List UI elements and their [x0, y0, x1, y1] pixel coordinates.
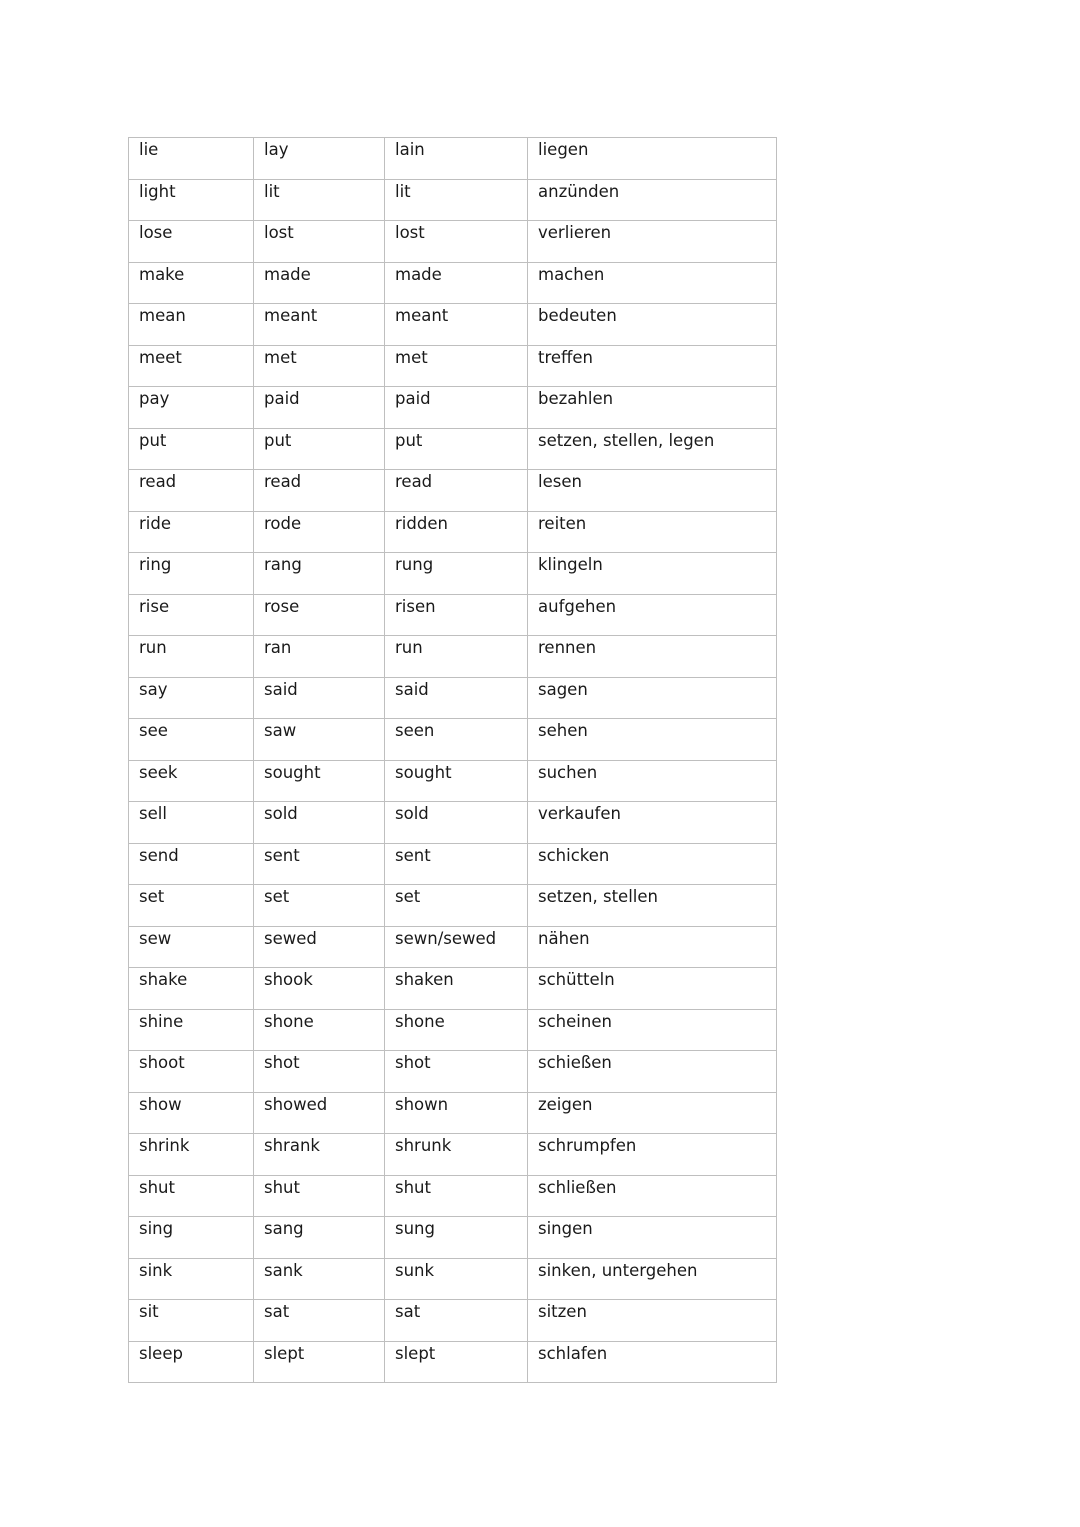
table-row [129, 843, 777, 885]
cell-text: zeigen [538, 1094, 593, 1114]
cell-text: verlieren [538, 223, 612, 242]
cell-text: shot [395, 1053, 431, 1072]
translation-cell [528, 802, 777, 844]
cell-text: sold [395, 804, 429, 823]
cell-text: sitzen [538, 1302, 587, 1321]
table-row [129, 885, 777, 927]
infinitive-cell [129, 1300, 254, 1342]
past-participle-cell [385, 262, 528, 304]
infinitive-cell [129, 138, 254, 180]
table-row [129, 1258, 777, 1300]
cell-text: set [139, 887, 165, 906]
simple-past-cell [254, 719, 385, 761]
simple-past-cell [254, 1341, 385, 1383]
simple-past-cell [254, 1134, 385, 1176]
simple-past-cell [254, 885, 385, 927]
infinitive-cell [129, 262, 254, 304]
infinitive-cell [129, 1341, 254, 1383]
cell-text: suchen [538, 762, 598, 782]
cell-text: shine [139, 1011, 184, 1031]
cell-text: sunk [395, 1260, 435, 1280]
cell-text: put [395, 430, 423, 450]
infinitive-cell [129, 594, 254, 636]
cell-text: send [139, 845, 179, 865]
translation-cell [528, 1134, 777, 1176]
infinitive-cell [129, 885, 254, 927]
cell-text: sought [395, 762, 452, 782]
past-participle-cell [385, 1300, 528, 1342]
simple-past-cell [254, 594, 385, 636]
infinitive-cell [129, 387, 254, 429]
table-row [129, 553, 777, 595]
simple-past-cell [254, 304, 385, 346]
simple-past-cell [254, 677, 385, 719]
past-participle-cell [385, 926, 528, 968]
infinitive-cell [129, 304, 254, 346]
infinitive-cell [129, 221, 254, 263]
table-row [129, 1217, 777, 1259]
cell-text: sinken, untergehen [538, 1260, 698, 1280]
cell-text: shut [395, 1177, 431, 1197]
table-row [129, 387, 777, 429]
cell-text: paid [395, 389, 431, 408]
cell-text: schicken [538, 845, 610, 865]
cell-text: showed [264, 1094, 328, 1114]
simple-past-cell [254, 760, 385, 802]
translation-cell [528, 511, 777, 553]
cell-text: see [139, 721, 168, 740]
past-participle-cell [385, 885, 528, 927]
past-participle-cell [385, 1134, 528, 1176]
cell-text: meet [139, 347, 182, 367]
infinitive-cell [129, 1134, 254, 1176]
cell-text: rang [264, 555, 302, 574]
cell-text: setzen, stellen [538, 887, 658, 906]
cell-text: machen [538, 264, 605, 284]
infinitive-cell [129, 926, 254, 968]
past-participle-cell [385, 345, 528, 387]
simple-past-cell [254, 843, 385, 885]
table-row [129, 1092, 777, 1134]
simple-past-cell [254, 138, 385, 180]
cell-text: rise [139, 596, 170, 616]
table-row [129, 1051, 777, 1093]
simple-past-cell [254, 636, 385, 678]
cell-text: lesen [538, 472, 582, 491]
infinitive-cell [129, 428, 254, 470]
cell-text: read [139, 472, 177, 491]
cell-text: risen [395, 596, 436, 616]
cell-text: shoot [139, 1053, 185, 1072]
translation-cell [528, 179, 777, 221]
simple-past-cell [254, 428, 385, 470]
cell-text: sewn/sewed [395, 928, 497, 948]
translation-cell [528, 1051, 777, 1093]
cell-text: saw [264, 721, 297, 740]
infinitive-cell [129, 179, 254, 221]
past-participle-cell [385, 470, 528, 512]
past-participle-cell [385, 304, 528, 346]
cell-text: sought [264, 762, 321, 782]
past-participle-cell [385, 594, 528, 636]
cell-text: shone [395, 1011, 445, 1031]
table-row [129, 511, 777, 553]
past-participle-cell [385, 1341, 528, 1383]
table-row [129, 719, 777, 761]
cell-text: shot [264, 1053, 300, 1072]
table-row [129, 470, 777, 512]
cell-text: sat [264, 1302, 290, 1321]
table-row [129, 677, 777, 719]
cell-text: meant [264, 306, 318, 325]
simple-past-cell [254, 511, 385, 553]
table-row [129, 1175, 777, 1217]
translation-cell [528, 221, 777, 263]
translation-cell [528, 387, 777, 429]
cell-text: sat [395, 1302, 421, 1321]
cell-text: sold [264, 804, 298, 823]
cell-text: rode [264, 513, 302, 533]
cell-text: made [264, 264, 311, 284]
translation-cell [528, 138, 777, 180]
cell-text: lose [139, 223, 173, 242]
infinitive-cell [129, 345, 254, 387]
infinitive-cell [129, 843, 254, 885]
cell-text: ridden [395, 513, 448, 533]
cell-text: sank [264, 1260, 303, 1280]
translation-cell [528, 428, 777, 470]
cell-text: setzen, stellen, legen [538, 430, 715, 450]
cell-text: met [264, 347, 297, 367]
past-participle-cell [385, 1175, 528, 1217]
cell-text: shrink [139, 1136, 190, 1155]
cell-text: run [139, 638, 167, 657]
simple-past-cell [254, 1175, 385, 1217]
cell-text: paid [264, 389, 300, 408]
simple-past-cell [254, 345, 385, 387]
simple-past-cell [254, 926, 385, 968]
cell-text: ran [264, 638, 292, 657]
cell-text: seen [395, 721, 435, 740]
simple-past-cell [254, 802, 385, 844]
cell-text: made [395, 264, 442, 284]
past-participle-cell [385, 1009, 528, 1051]
cell-text: light [139, 181, 176, 201]
cell-text: read [264, 472, 302, 491]
cell-text: sewed [264, 928, 317, 948]
translation-cell [528, 262, 777, 304]
cell-text: show [139, 1094, 182, 1114]
cell-text: verkaufen [538, 804, 621, 823]
cell-text: rennen [538, 638, 597, 657]
cell-text: sung [395, 1219, 435, 1238]
table-row [129, 1009, 777, 1051]
simple-past-cell [254, 1300, 385, 1342]
cell-text: run [395, 638, 423, 657]
infinitive-cell [129, 470, 254, 512]
infinitive-cell [129, 511, 254, 553]
simple-past-cell [254, 968, 385, 1010]
cell-text: liegen [538, 140, 589, 159]
cell-text: sink [139, 1260, 173, 1280]
translation-cell [528, 594, 777, 636]
cell-text: sagen [538, 679, 588, 699]
past-participle-cell [385, 968, 528, 1010]
infinitive-cell [129, 719, 254, 761]
simple-past-cell [254, 262, 385, 304]
cell-text: set [264, 887, 290, 906]
translation-cell [528, 304, 777, 346]
translation-cell [528, 1175, 777, 1217]
cell-text: shaken [395, 970, 454, 989]
cell-text: shown [395, 1094, 449, 1114]
simple-past-cell [254, 1092, 385, 1134]
table-row [129, 926, 777, 968]
past-participle-cell [385, 511, 528, 553]
table-row [129, 760, 777, 802]
cell-text: set [395, 887, 421, 906]
infinitive-cell [129, 1051, 254, 1093]
cell-text: schrumpfen [538, 1136, 637, 1155]
translation-cell [528, 677, 777, 719]
cell-text: seek [139, 762, 178, 782]
simple-past-cell [254, 221, 385, 263]
verb-table-body [129, 138, 777, 1383]
past-participle-cell [385, 179, 528, 221]
translation-cell [528, 1092, 777, 1134]
past-participle-cell [385, 1258, 528, 1300]
table-row [129, 262, 777, 304]
irregular-verbs-table [128, 137, 777, 1383]
cell-text: sing [139, 1219, 174, 1238]
simple-past-cell [254, 553, 385, 595]
table-row [129, 179, 777, 221]
table-row [129, 968, 777, 1010]
cell-text: treffen [538, 347, 594, 367]
simple-past-cell [254, 470, 385, 512]
cell-text: bezahlen [538, 389, 614, 408]
cell-text: shake [139, 970, 188, 989]
past-participle-cell [385, 221, 528, 263]
cell-text: shrank [264, 1136, 320, 1155]
cell-text: ride [139, 513, 171, 533]
cell-text: lit [264, 181, 280, 201]
simple-past-cell [254, 387, 385, 429]
translation-cell [528, 345, 777, 387]
past-participle-cell [385, 760, 528, 802]
cell-text: lost [395, 223, 425, 242]
translation-cell [528, 636, 777, 678]
cell-text: slept [264, 1343, 305, 1363]
table-row [129, 428, 777, 470]
cell-text: read [395, 472, 433, 491]
cell-text: sit [139, 1302, 159, 1321]
infinitive-cell [129, 1092, 254, 1134]
cell-text: put [139, 430, 167, 450]
infinitive-cell [129, 802, 254, 844]
cell-text: pay [139, 389, 170, 408]
past-participle-cell [385, 802, 528, 844]
translation-cell [528, 1258, 777, 1300]
cell-text: make [139, 264, 185, 284]
cell-text: mean [139, 306, 186, 325]
translation-cell [528, 926, 777, 968]
cell-text: say [139, 679, 168, 699]
cell-text: schließen [538, 1177, 617, 1197]
simple-past-cell [254, 1217, 385, 1259]
translation-cell [528, 553, 777, 595]
cell-text: aufgehen [538, 596, 617, 616]
infinitive-cell [129, 968, 254, 1010]
cell-text: nähen [538, 928, 590, 948]
past-participle-cell [385, 1051, 528, 1093]
cell-text: reiten [538, 513, 587, 533]
cell-text: schießen [538, 1053, 612, 1072]
cell-text: lain [395, 140, 425, 159]
cell-text: said [264, 679, 298, 699]
cell-text: shone [264, 1011, 314, 1031]
table-row [129, 1134, 777, 1176]
past-participle-cell [385, 1217, 528, 1259]
simple-past-cell [254, 1051, 385, 1093]
table-row [129, 594, 777, 636]
past-participle-cell [385, 719, 528, 761]
past-participle-cell [385, 138, 528, 180]
cell-text: sleep [139, 1343, 183, 1363]
translation-cell [528, 1217, 777, 1259]
table-row [129, 138, 777, 180]
infinitive-cell [129, 1175, 254, 1217]
cell-text: shrunk [395, 1136, 452, 1155]
cell-text: bedeuten [538, 306, 617, 325]
past-participle-cell [385, 843, 528, 885]
cell-text: ring [139, 555, 172, 574]
cell-text: sew [139, 928, 172, 948]
translation-cell [528, 843, 777, 885]
past-participle-cell [385, 1092, 528, 1134]
simple-past-cell [254, 179, 385, 221]
past-participle-cell [385, 636, 528, 678]
translation-cell [528, 885, 777, 927]
simple-past-cell [254, 1009, 385, 1051]
cell-text: rose [264, 596, 300, 616]
cell-text: lit [395, 181, 411, 201]
simple-past-cell [254, 1258, 385, 1300]
cell-text: scheinen [538, 1011, 612, 1031]
cell-text: shut [264, 1177, 300, 1197]
cell-text: lost [264, 223, 294, 242]
translation-cell [528, 719, 777, 761]
table-row [129, 345, 777, 387]
cell-text: rung [395, 555, 434, 574]
translation-cell [528, 760, 777, 802]
cell-text: met [395, 347, 428, 367]
cell-text: sang [264, 1219, 304, 1238]
cell-text: sent [264, 845, 300, 865]
infinitive-cell [129, 677, 254, 719]
table-row [129, 802, 777, 844]
translation-cell [528, 968, 777, 1010]
cell-text: meant [395, 306, 449, 325]
infinitive-cell [129, 553, 254, 595]
cell-text: singen [538, 1219, 593, 1238]
table-row [129, 636, 777, 678]
infinitive-cell [129, 760, 254, 802]
infinitive-cell [129, 636, 254, 678]
cell-text: shook [264, 970, 313, 989]
infinitive-cell [129, 1009, 254, 1051]
cell-text: said [395, 679, 429, 699]
past-participle-cell [385, 428, 528, 470]
table-row [129, 1300, 777, 1342]
infinitive-cell [129, 1217, 254, 1259]
cell-text: slept [395, 1343, 436, 1363]
infinitive-cell [129, 1258, 254, 1300]
past-participle-cell [385, 553, 528, 595]
cell-text: lie [139, 140, 159, 159]
cell-text: sent [395, 845, 431, 865]
translation-cell [528, 1341, 777, 1383]
cell-text: shut [139, 1177, 175, 1197]
translation-cell [528, 1300, 777, 1342]
past-participle-cell [385, 387, 528, 429]
cell-text: sell [139, 804, 167, 823]
cell-text: schütteln [538, 970, 615, 989]
table-row [129, 221, 777, 263]
table-row [129, 304, 777, 346]
cell-text: lay [264, 140, 289, 159]
cell-text: anzünden [538, 181, 620, 201]
table-row [129, 1341, 777, 1383]
translation-cell [528, 1009, 777, 1051]
cell-text: put [264, 430, 292, 450]
cell-text: schlafen [538, 1343, 608, 1363]
past-participle-cell [385, 677, 528, 719]
cell-text: sehen [538, 721, 588, 740]
translation-cell [528, 470, 777, 512]
cell-text: klingeln [538, 555, 603, 574]
